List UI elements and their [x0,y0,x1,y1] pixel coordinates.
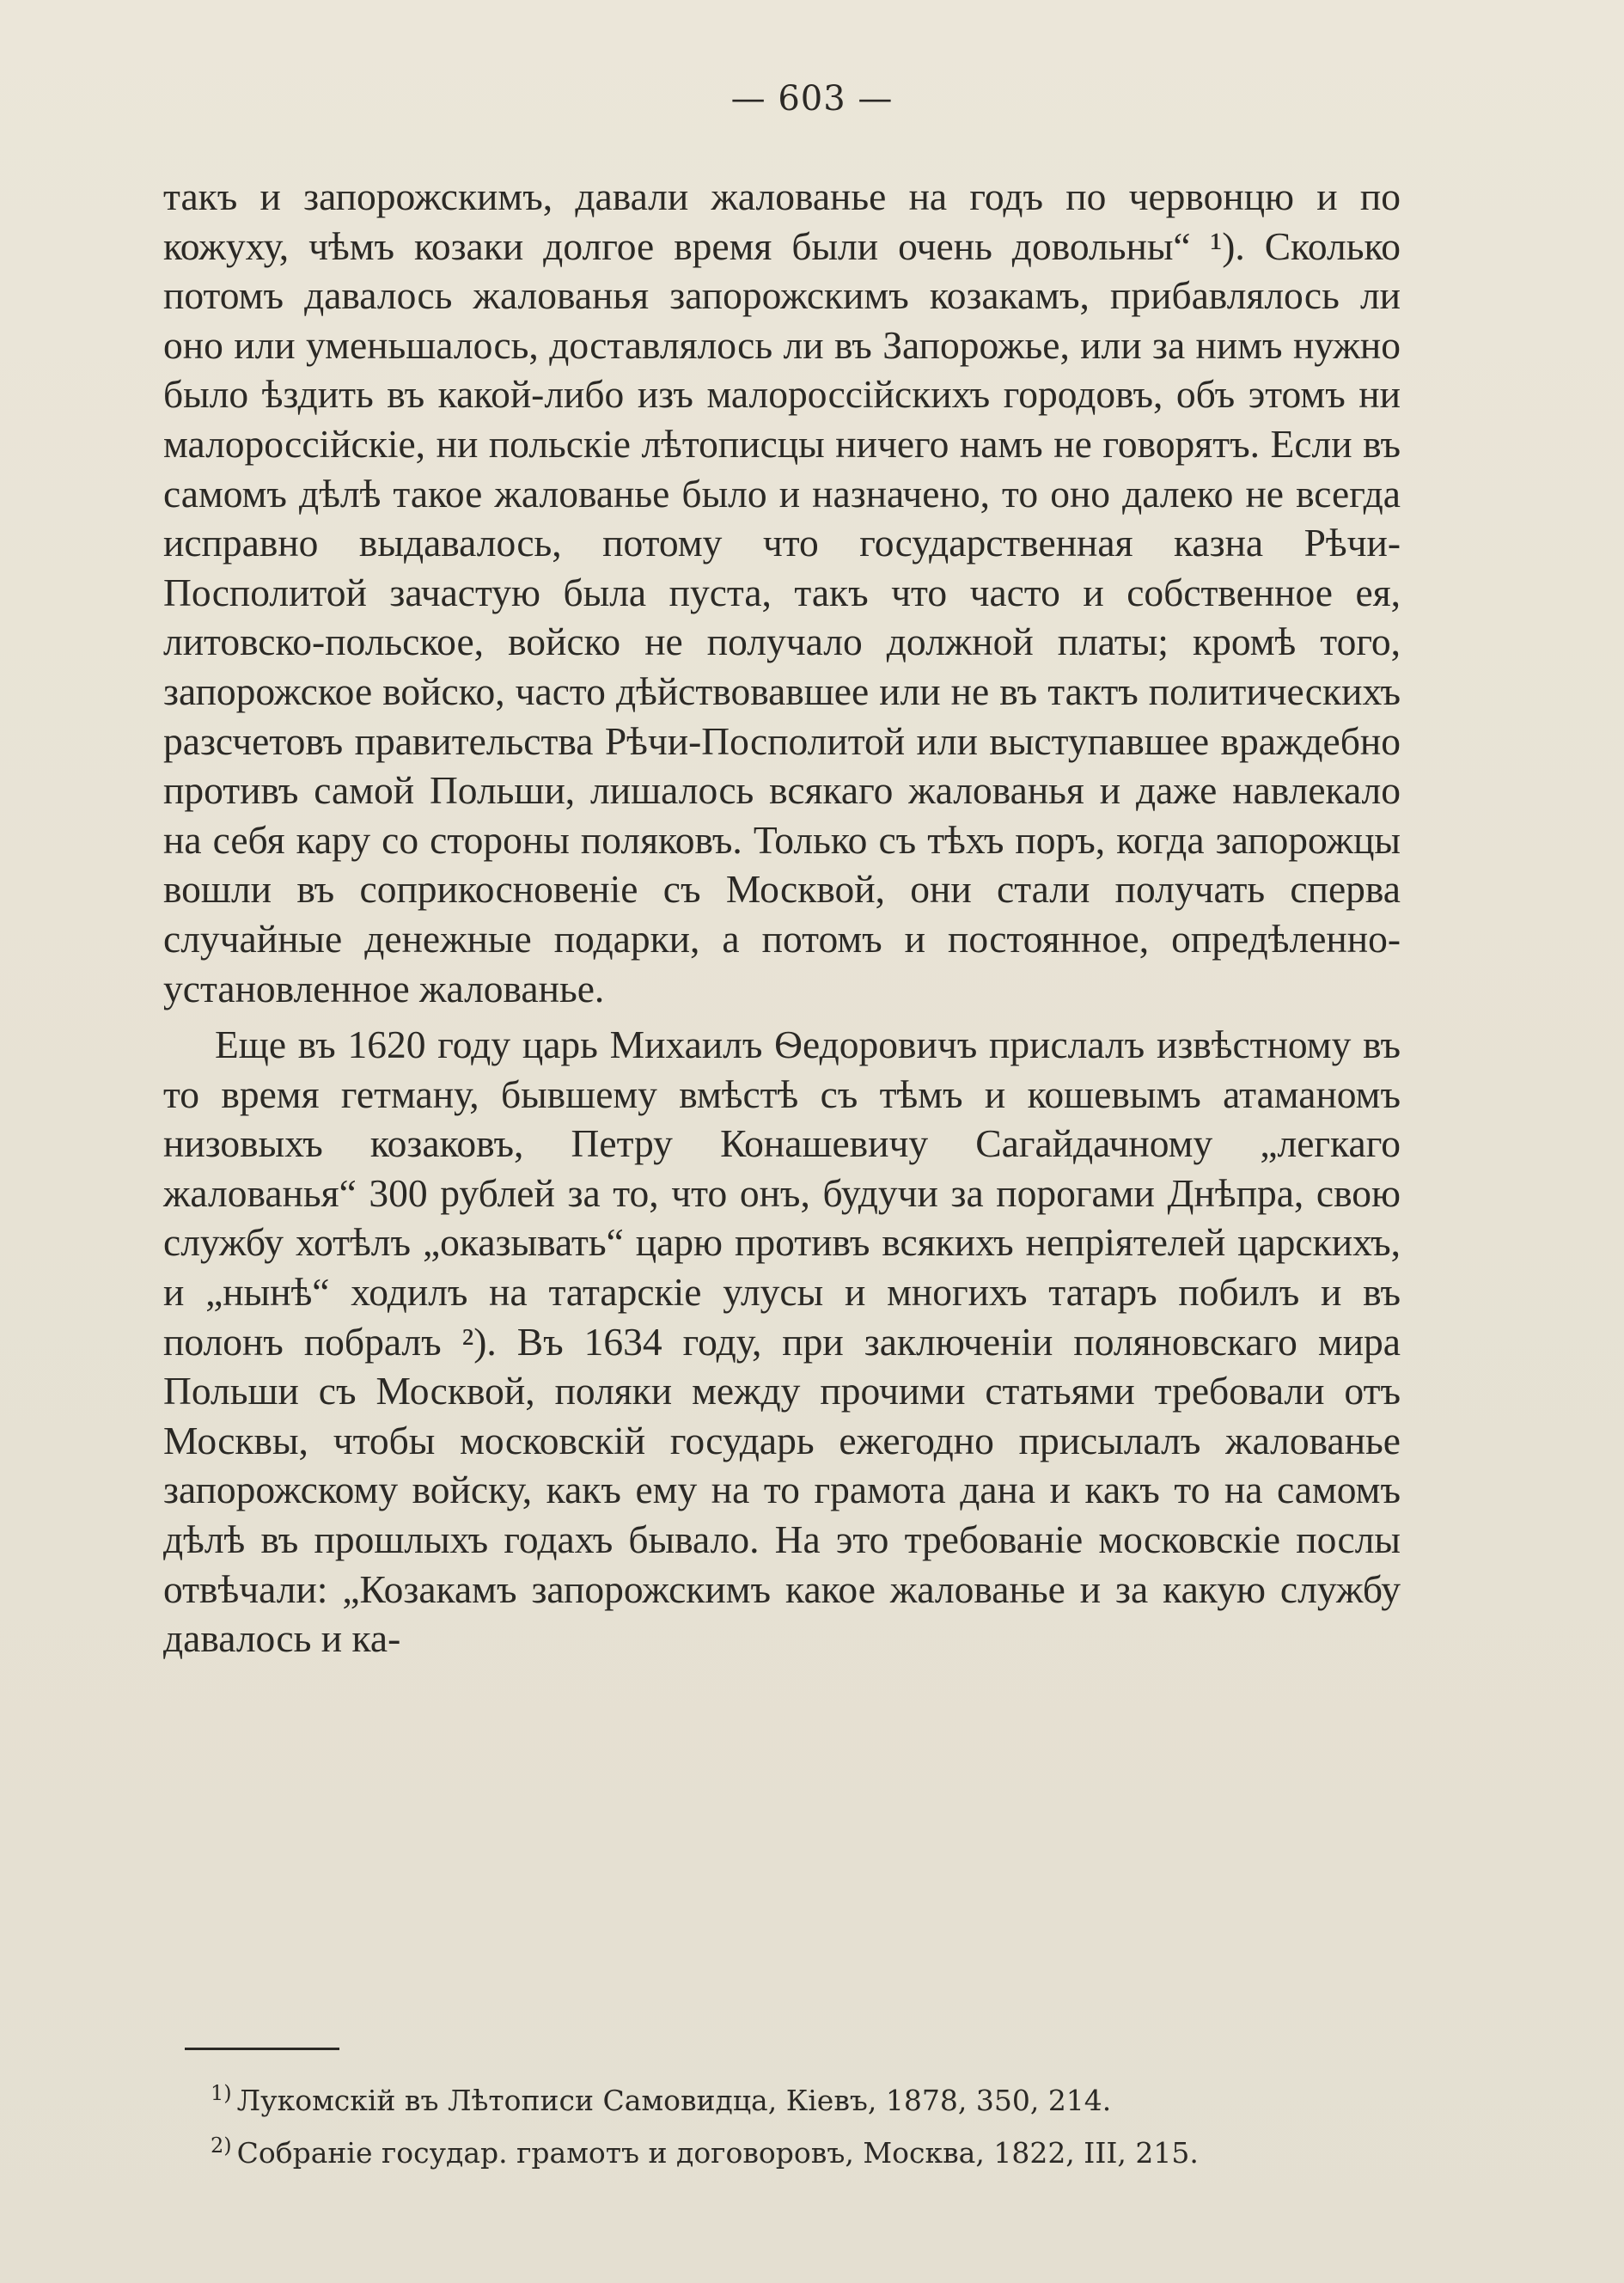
footnote-divider [185,2048,339,2050]
footnotes [211,2071,1328,2176]
paragraph: Еще въ 1620 году царь Михаилъ Ѳедоровичъ прислалъ извѣстному въ то время гетману, бывшему вмѣстѣ съ тѣмъ и кошевымъ атаманомъ низовыхъ козаковъ, Петру Конашевичу Сагайдачному „легкаго жалованья“ 300 рублей за то, что онъ, будучи за порогами Днѣпра, свою службу хотѣлъ „оказывать“ царю противъ всякихъ непріятелей царскихъ, и „нынѣ“ ходилъ на татарскіе улусы и многихъ татаръ побилъ и въ полонъ побралъ ²). Въ 1634 году, при заключеніи поляновскаго мира Польши съ Москвой, поляки между прочими статьями требовали отъ Москвы, чтобы московскій государь ежегодно присылалъ жалованье запорожскому войску, какъ ему на то грамота дана и какъ то на самомъ дѣлѣ въ прошлыхъ годахъ бывало. На это требованіе московскіе послы отвѣчали: „Козакамъ запорожскимъ какое жалованье и за какую службу давалось и ка- [163,1022,1401,1661]
footnote-text: Собраніе государ. грамотъ и договоровъ, Москва, 1822, III, 215. [236,2136,1199,2170]
footnote-mark: 2) [211,2133,232,2158]
body-text [163,172,1401,1663]
footnote [211,2123,1328,2176]
footnote [211,2071,1328,2123]
paragraph: такъ и запорожскимъ, давали жалованье на годъ по червонцю и по кожуху, чѣмъ козаки долгое время были очень довольны“ ¹). Сколько потомъ давалось жалованья запорожскимъ козакамъ, прибавлялось ли оно или уменьшалось, доставлялось ли въ Запорожье, или за нимъ нужно было ѣздить въ какой-либо изъ малороссійскихъ городовъ, объ этомъ ни малороссійскіе, ни польскіе лѣтописцы ничего намъ не говорятъ. Если въ самомъ дѣлѣ такое жалованье было и назначено, то оно далеко не всегда исправно выдавалось, потому что государственная казна Рѣчи-Посполитой зачастую была пуста, такъ что часто и собственное ея, литовско-польское, войско не получало должной платы; кромѣ того, запорожское войско, часто дѣйствовавшее или не въ тактъ политическихъ разсчетовъ правительства Рѣчи-Посполитой или выступавшее враждебно противъ самой Польши, лишалось всякаго жалованья и даже навлекало на себя кару со стороны поляковъ. Только съ тѣхъ поръ, когда запорожцы вошли въ соприкосновеніе съ Москвой, они стали получать сперва случайные денежные подарки, а потомъ и постоянное, опредѣленно-установленное жалованье. [163,174,1401,1010]
footnote-mark: 1) [211,2081,232,2105]
page-number: — 603 — [730,79,894,119]
footnote-text: Лукомскій въ Лѣтописи Самовидца, Кіевъ, 1878, 350, 214. [236,2084,1112,2117]
